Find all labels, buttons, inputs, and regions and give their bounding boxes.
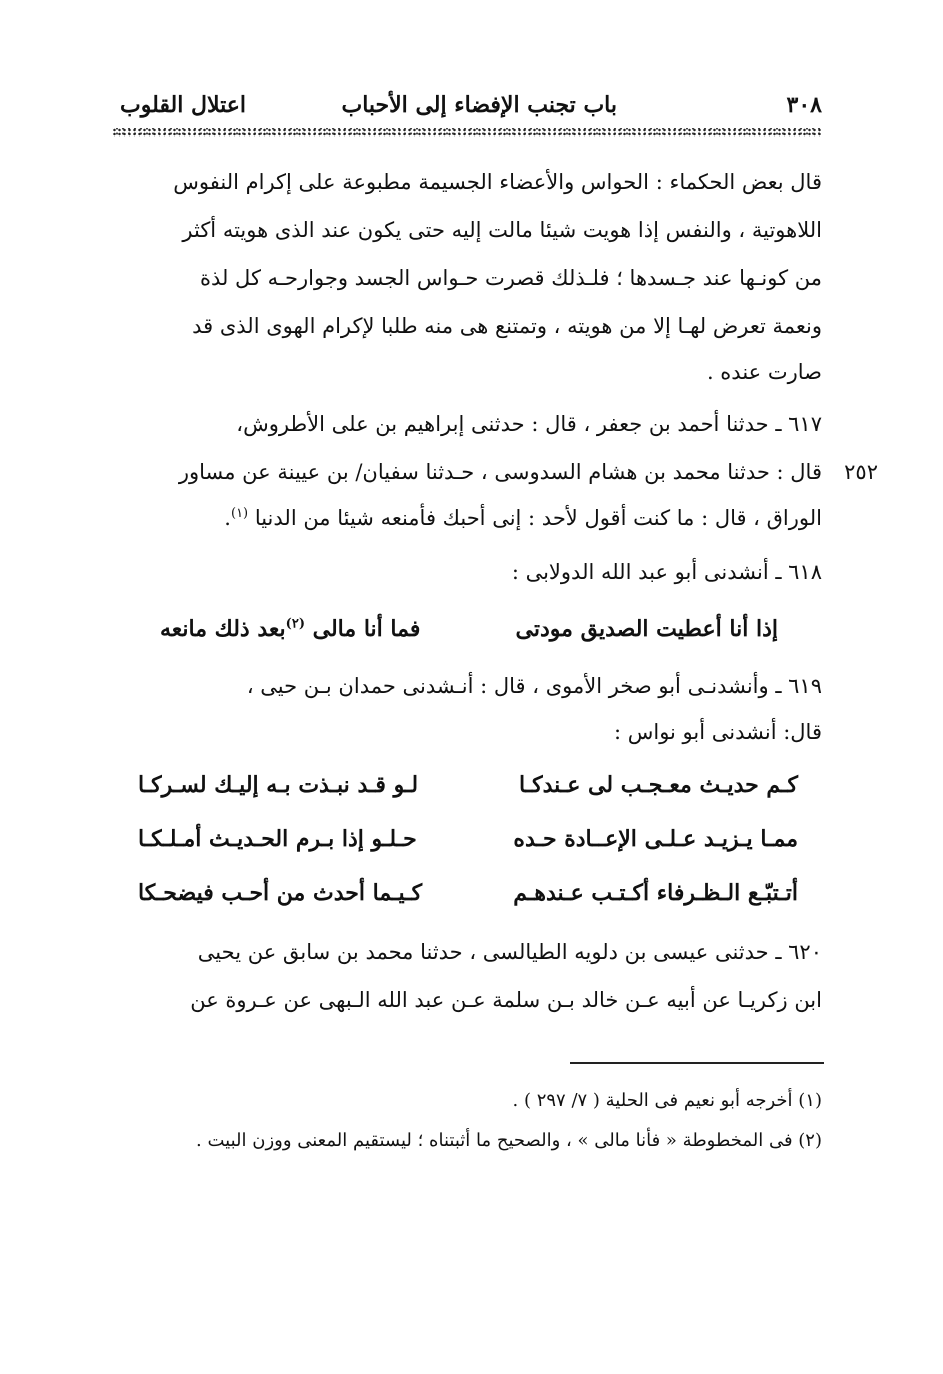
p617-line-3 [112,506,822,530]
para1-line-1: قال بعض الحكماء : الحواس والأعضاء الجسيمة مطبوعة على إكرام النفوس [173,170,822,194]
book-title: اعتلال القلوب [120,92,246,118]
verse-619-1-second-hemistich: لـو قـد نبـذت بـه إليـك لسـركـا [138,772,419,798]
footnote-2: (٢) فى المخطوطة « فأنا مالى » ، والصحيح ما أثبتناه ؛ ليستقيم المعنى ووزن البيت . [196,1130,822,1151]
p619-line-1: ٦١٩ ـ وأنشدنـى أبو صخر الأموى ، قال : أنـشدنى حمدان بـن حيى ، [246,674,822,698]
footnote-1: (١) أخرجه أبو نعيم فى الحلية ( ٧/ ٢٩٧ ) . [512,1090,822,1111]
p620-line-2: ابن زكريـا عن أبيه عـن خالد بـن سلمة عـن عبد الله الـبهى عن عـروة عن [190,988,822,1012]
p619-line-2: قال: أنشدنى أبو نواس : [613,720,822,744]
header-ornamental-rule [112,128,822,137]
p620-line-1: ٦٢٠ ـ حدثنى عيسى بن دلويه الطيالسى ، حدثنا محمد بن سابق عن يحيى [197,940,822,964]
verse-619-1-first-hemistich: كـم حديـث معـجـب لى عـندكـا [518,772,798,798]
footnote-ref-2: (٢) [285,616,305,632]
p617-line-3-text: الوراق ، قال : ما كنت أقول لأحد : إنى أحبك فأمنعه شيئا من الدنيا [254,506,822,530]
para1-line-5: صارت عنده . [706,360,822,384]
para1-line-4: ونعمة تعرض لهـا إلا من هويته ، وتمتنع هى منه طلبا لإكرام الهوى الذى قد [192,314,822,338]
verse-619-3-second-hemistich: كـيـما أحدث من أحـب فيضحـكا [138,880,423,906]
margin-folio-marker: ٢٥٢ [844,460,878,484]
page-number: ٣٠٨ [786,92,822,118]
verse-619-1 [138,772,798,806]
verse-618-h2-part-a: فما أنا مالى [312,616,421,642]
p617-line-2: قال : حدثنا محمد بن هشام السدوسى ، حـدثنا سفيان/ بن عيينة عن مساور [178,460,822,484]
verse-619-3-first-hemistich: أتـتبّـع الـظـرفاء أكـتـب عـندهـم [513,880,798,906]
footnote-separator [570,1062,824,1064]
p617-line-1: ٦١٧ ـ حدثنا أحمد بن جعفر ، قال : حدثنى إبراهيم بن على الأطروش، [236,412,822,436]
chapter-title: باب تجنب الإفضاء إلى الأحباب [341,92,617,118]
p618-intro: ٦١٨ ـ أنشدنى أبو عبد الله الدولابى : [511,560,822,584]
verse-619-2-first-hemistich: ممـا يـزيـد عـلـى الإعــادة حـده [513,826,798,852]
p617-end-period: . [224,506,231,530]
verse-619-2 [138,826,798,860]
para1-line-2: اللاهوتية ، والنفس إذا هويت شيئا مالت إليه حتى يكون عند الذى هويته أكثر [182,218,822,242]
verse-618-h2-part-b: بعد ذلك مانعه [160,616,286,642]
verse-619-2-second-hemistich: حـلـو إذا بـرم الحـديـث أمـلـكـا [138,826,417,852]
verse-618-second-hemistich [160,616,420,642]
verse-618-first-hemistich: إذا أنا أعطيت الصديق مودتى [515,616,778,642]
verse-619-3 [138,880,798,914]
verse-618 [160,616,778,648]
footnote-ref-1: (١) [230,506,249,521]
running-header [112,92,822,128]
para1-line-3: من كونـها عند جـسدها ؛ فلـذلك قصرت حـواس الجسد وجوارحـه كل لذة [199,266,822,290]
